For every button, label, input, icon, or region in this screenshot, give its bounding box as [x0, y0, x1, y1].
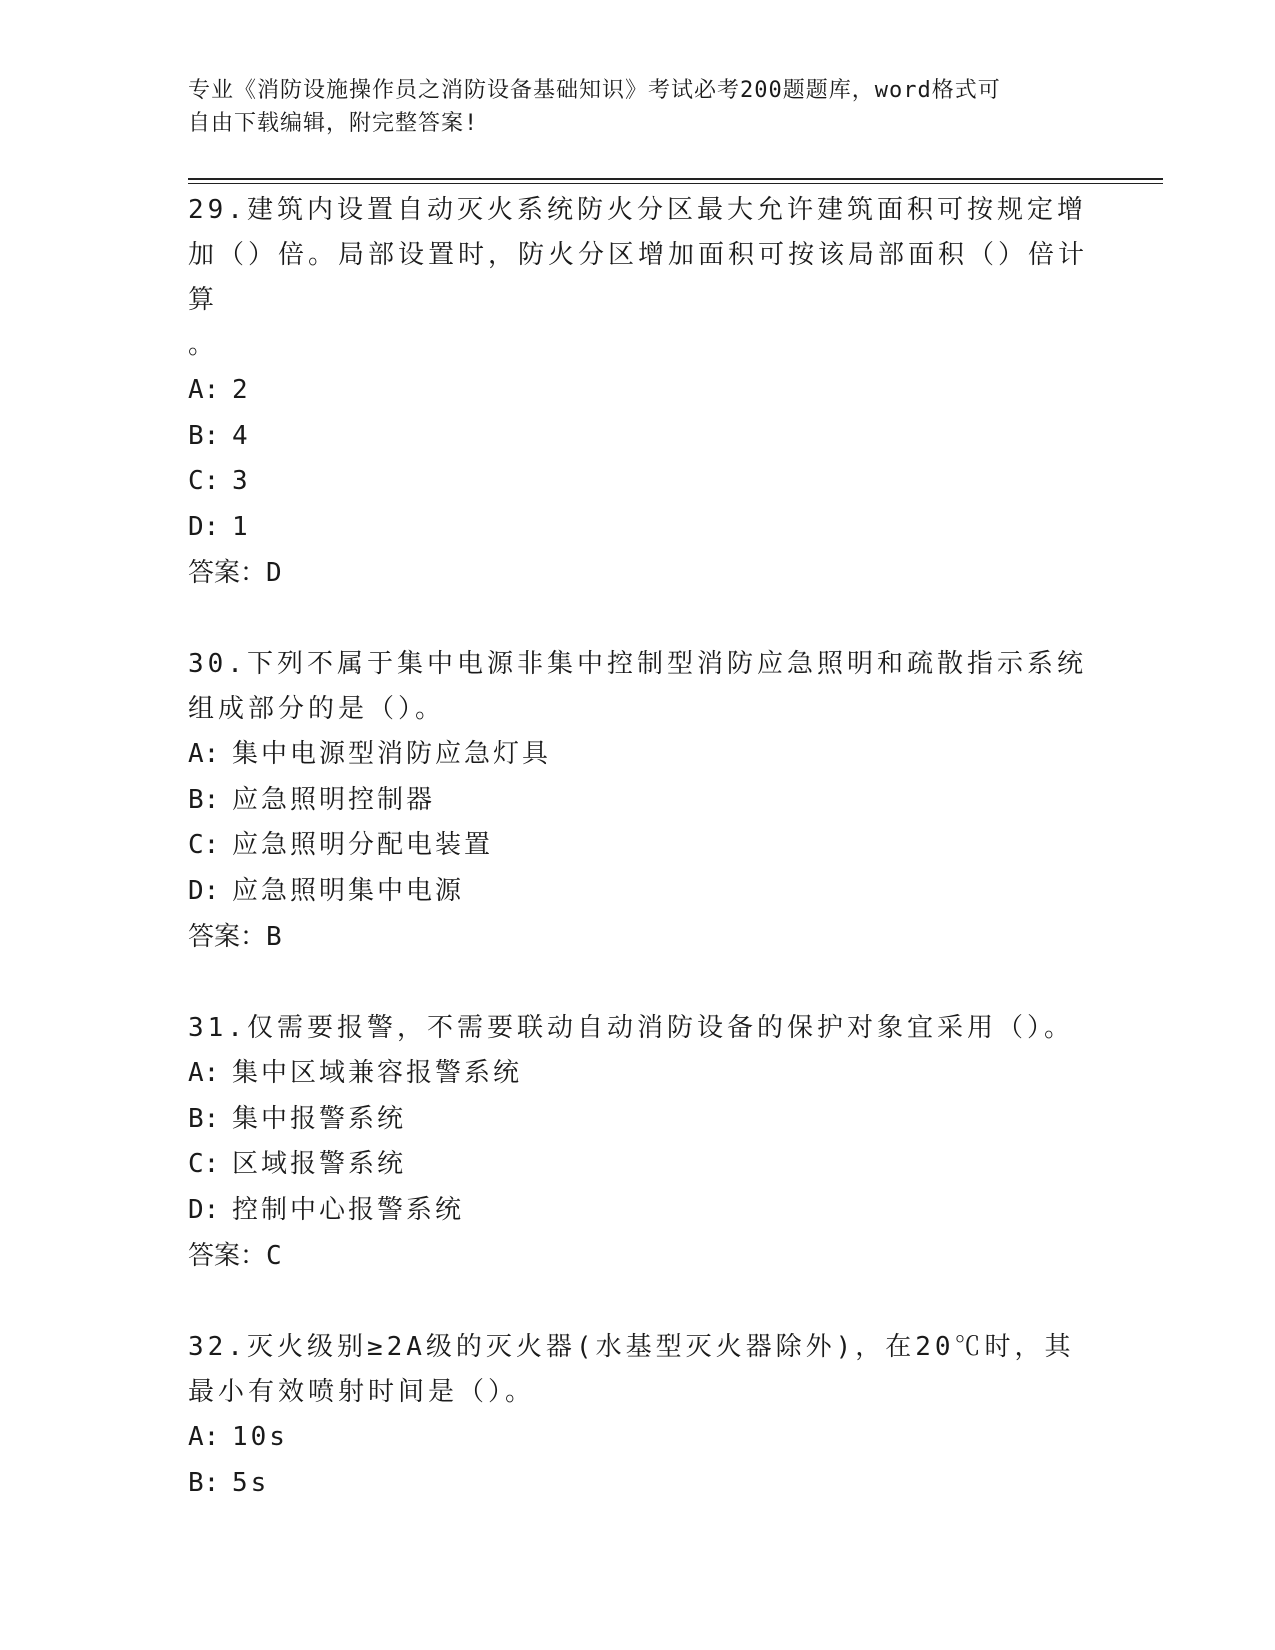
option-value: 区域报警系统 — [232, 1149, 407, 1179]
option-a — [188, 368, 1088, 414]
option-value: 3 — [232, 466, 251, 496]
option-d — [188, 1188, 1088, 1234]
question-32 — [188, 1325, 1088, 1506]
answer-value: D — [266, 558, 282, 588]
option-key: D: — [188, 875, 220, 906]
option-value: 控制中心报警系统 — [232, 1194, 465, 1225]
option-value: 集中电源型消防应急灯具 — [232, 739, 552, 769]
option-key: A: — [188, 1422, 220, 1452]
question-text: 31.仅需要报警，不需要联动自动消防设备的保护对象宜采用（）。 — [188, 1013, 1074, 1043]
option-value: 4 — [232, 420, 251, 451]
option-key: C: — [188, 466, 220, 496]
option-b — [188, 1461, 1088, 1507]
option-value: 5s — [232, 1467, 270, 1498]
option-a — [188, 1051, 1088, 1097]
option-d — [188, 869, 1088, 915]
option-value: 应急照明分配电装置 — [232, 830, 494, 860]
option-b — [188, 414, 1088, 460]
option-value: 集中报警系统 — [232, 1103, 407, 1134]
question-text: 32.灭火级别≥2A级的灭火器(水基型灭火器除外)，在20℃时，其最小有效喷射时间是（）。 — [188, 1332, 1075, 1407]
answer-label: 答案： — [188, 922, 267, 952]
option-value: 应急照明集中电源 — [232, 875, 465, 906]
question-text: 30.下列不属于集中电源非集中控制型消防应急照明和疏散指示系统组成部分的是（）。 — [188, 649, 1087, 724]
option-c — [188, 1142, 1088, 1188]
question-30 — [188, 642, 1088, 960]
option-key: A: — [188, 739, 220, 769]
answer-value: C — [266, 1241, 282, 1271]
header-line-1: 专业《消防设施操作员之消防设备基础知识》考试必考200题题库，word格式可 — [188, 78, 1001, 103]
option-value: 10s — [232, 1422, 288, 1452]
option-key: A: — [188, 1058, 220, 1088]
option-key: C: — [188, 830, 220, 860]
question-29 — [188, 188, 1088, 596]
header-rule-thin — [188, 183, 1163, 184]
question-31 — [188, 1006, 1088, 1279]
option-key: D: — [188, 1194, 220, 1225]
answer-label: 答案： — [188, 1241, 267, 1271]
answer-value: B — [266, 922, 282, 952]
option-c — [188, 823, 1088, 869]
document-header — [188, 74, 1068, 140]
question-stem: 29.建筑内设置自动灭火系统防火分区最大允许建筑面积可按规定增加（）倍。局部设置时，防火分区增加面积可按该局部面积（）倍计算 — [188, 195, 1089, 315]
question-stem-tail: 。 — [188, 330, 219, 360]
option-value: 1 — [232, 511, 251, 542]
option-key: A: — [188, 375, 220, 405]
option-d — [188, 505, 1088, 551]
answer-line — [188, 914, 1088, 960]
question-list — [188, 188, 1088, 1552]
option-value: 2 — [232, 375, 251, 405]
header-line-2: 自由下载编辑，附完整答案! — [188, 111, 479, 136]
answer-line — [188, 1233, 1088, 1279]
header-rule-thick — [188, 178, 1163, 180]
option-b — [188, 778, 1088, 824]
option-key: B: — [188, 420, 220, 451]
answer-label: 答案： — [188, 558, 267, 588]
option-key: B: — [188, 784, 220, 815]
answer-line — [188, 550, 1088, 596]
option-key: D: — [188, 511, 220, 542]
option-a — [188, 732, 1088, 778]
option-key: B: — [188, 1103, 220, 1134]
option-b — [188, 1097, 1088, 1143]
option-value: 应急照明控制器 — [232, 784, 436, 815]
option-key: B: — [188, 1467, 220, 1498]
question-text — [188, 188, 1088, 368]
option-a — [188, 1415, 1088, 1461]
option-c — [188, 459, 1088, 505]
option-value: 集中区域兼容报警系统 — [232, 1058, 523, 1088]
option-key: C: — [188, 1149, 220, 1179]
